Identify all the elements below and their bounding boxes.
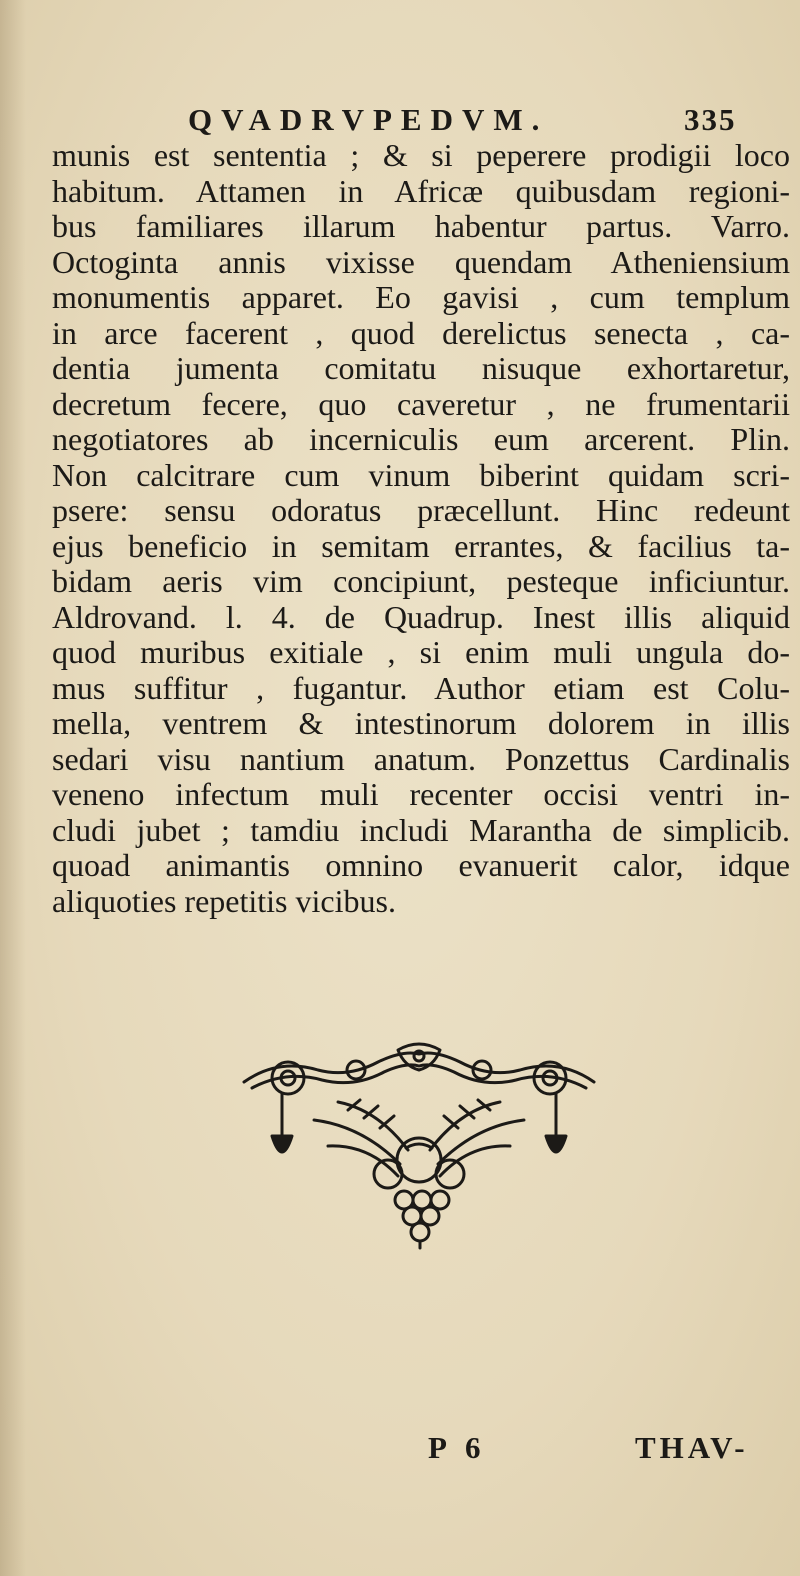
text-line: veneno infectum muli recenter occisi ventri in- xyxy=(52,776,790,812)
text-line: mella, ventrem & intestinorum dolorem in illis xyxy=(52,705,790,741)
text-line: Aldrovand. l. 4. de Quadrup. Inest illis aliquid xyxy=(52,598,790,635)
text-line: dentia jumenta comitatu nisuque exhortaretur, xyxy=(52,350,790,386)
text-line: monumentis apparet. Eo gavisi , cum templum xyxy=(52,279,790,315)
signature-mark: P 6 xyxy=(428,1430,487,1465)
catchword: THAV- xyxy=(635,1430,749,1465)
text-line: quoad animantis omnino evanuerit calor, idque xyxy=(52,847,790,883)
text-line: in arce facerent , quod derelictus senecta , ca- xyxy=(52,314,790,351)
running-title: QVADRVPEDVM. xyxy=(188,102,549,137)
text-line: sedari visu nantium anatum. Ponzettus Cardinalis xyxy=(52,740,790,777)
text-line: negotiatores ab incerniculis eum arcerent. Plin. xyxy=(52,421,790,457)
text-line: aliquoties repetitis vicibus. xyxy=(52,882,396,919)
text-line: habitum. Attamen in Africæ quibusdam regioni- xyxy=(52,172,790,209)
text-line: bidam aeris vim concipiunt, pesteque inficiuntur. xyxy=(52,563,790,599)
text-line: cludi jubet ; tamdiu includi Marantha de simplicib. xyxy=(52,811,790,848)
text-line: psere: sensu odoratus præcellunt. Hinc redeunt xyxy=(52,492,790,528)
text-line: munis est sententia ; & si peperere prodigii loco xyxy=(52,137,790,173)
text-line: bus familiares illarum habentur partus. Varro. xyxy=(52,208,790,244)
page-footer xyxy=(0,1430,800,1470)
text-line: mus suffitur , fugantur. Author etiam est Colu- xyxy=(52,669,790,706)
text-line: Octoginta annis vixisse quendam Atheniensium xyxy=(52,243,790,280)
page-number: 335 xyxy=(684,102,737,137)
text-line: quod muribus exitiale , si enim muli ungula do- xyxy=(52,634,790,670)
text-line: ejus beneficio in semitam errantes, & facilius ta- xyxy=(52,527,790,564)
floral-tailpiece-icon xyxy=(238,1040,600,1250)
gutter-shadow xyxy=(0,0,26,1576)
text-line: decretum fecere, quo caveretur , ne frumentarii xyxy=(52,385,790,422)
body-text xyxy=(52,138,790,919)
text-line: Non calcitrare cum vinum biberint quidam scri- xyxy=(52,456,790,493)
